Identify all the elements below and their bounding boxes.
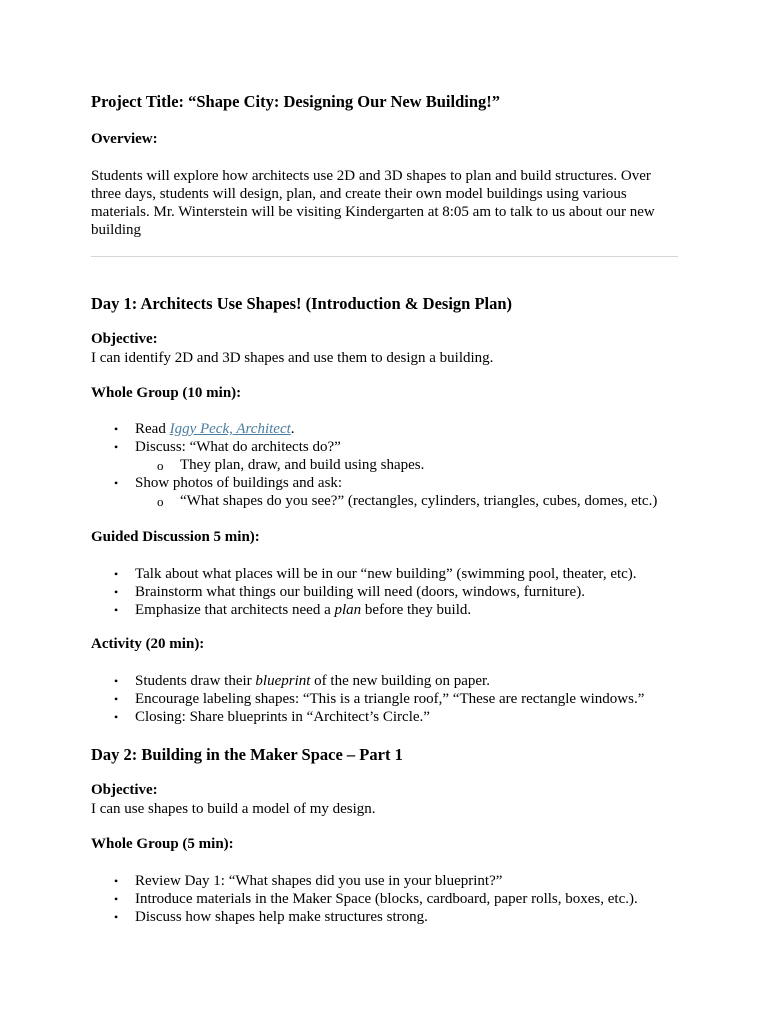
overview-heading: Overview: <box>91 131 158 147</box>
bullet-icon: • <box>114 422 119 436</box>
guided-discussion-list <box>91 565 681 619</box>
activity-item-1-prefix: Students draw their <box>135 673 256 689</box>
activity-item-1-emphasis: blueprint <box>255 673 311 689</box>
sub-bullet-icon: o <box>157 458 164 473</box>
photos-sub-text: “What shapes do you see?” (rectangles, cylinders, triangles, cubes, domes, etc.) <box>180 493 658 509</box>
guided-item-3-suffix: before they build. <box>361 602 472 618</box>
sub-list-item <box>135 492 681 510</box>
sub-list <box>135 456 681 474</box>
guided-item-1: Talk about what places will be in our “new building” (swimming pool, theater, etc). <box>135 566 637 582</box>
bullet-icon: • <box>114 603 119 617</box>
bullet-icon: • <box>114 567 119 581</box>
read-suffix: . <box>290 421 295 437</box>
list-item <box>91 565 681 583</box>
list-item <box>91 708 681 726</box>
list-item <box>91 420 681 438</box>
list-item <box>91 583 681 601</box>
guided-item-3-prefix: Emphasize that architects need a <box>135 602 335 618</box>
guided-discussion-heading: Guided Discussion 5 min): <box>91 529 260 545</box>
project-title: Project Title: “Shape City: Designing Our New Building!” <box>91 92 501 111</box>
sub-list-item <box>135 456 681 474</box>
day2-objective-text: I can use shapes to build a model of my design. <box>91 801 376 817</box>
overview-paragraph: Students will explore how architects use 2D and 3D shapes to plan and build structures. Over three days, students will design, plan, and create their own model buildings using various materials. Mr. Winterstein will be visiting Kindergarten at 8:05 am to talk to us about our new building <box>91 168 655 238</box>
book-link[interactable]: Iggy Peck, Architect <box>169 421 291 437</box>
list-item <box>91 908 681 926</box>
day2-item-3: Discuss how shapes help make structures strong. <box>135 909 428 925</box>
bullet-icon: • <box>114 585 119 599</box>
bullet-icon: • <box>114 674 119 688</box>
bullet-icon: • <box>114 692 119 706</box>
read-prefix: Read <box>135 421 170 437</box>
day2-heading: Day 2: Building in the Maker Space – Part 1 <box>91 745 403 764</box>
horizontal-divider <box>91 256 678 257</box>
sub-bullet-icon: o <box>157 494 164 509</box>
day2-objective-heading: Objective: <box>91 782 158 798</box>
bullet-icon: • <box>114 710 119 724</box>
bullet-icon: • <box>114 440 119 454</box>
photos-text: Show photos of buildings and ask: <box>135 475 343 491</box>
discuss-text: Discuss: “What do architects do?” <box>135 439 341 455</box>
activity-item-3: Closing: Share blueprints in “Architect’s Circle.” <box>135 709 430 725</box>
list-item <box>91 872 681 890</box>
day1-whole-group-list <box>91 420 681 510</box>
day2-whole-group-list <box>91 872 681 926</box>
sub-list <box>135 492 681 510</box>
list-item <box>91 474 681 510</box>
list-item <box>91 890 681 908</box>
discuss-sub-text: They plan, draw, and build using shapes. <box>180 457 425 473</box>
day2-whole-group-heading: Whole Group (5 min): <box>91 836 234 852</box>
bullet-icon: • <box>114 874 119 888</box>
day1-heading: Day 1: Architects Use Shapes! (Introduction & Design Plan) <box>91 294 513 313</box>
day2-item-1: Review Day 1: “What shapes did you use in your blueprint?” <box>135 873 503 889</box>
list-item <box>91 438 681 474</box>
activity-item-1-suffix: of the new building on paper. <box>310 673 490 689</box>
list-item <box>91 601 681 619</box>
activity-heading: Activity (20 min): <box>91 636 205 652</box>
activity-item-2: Encourage labeling shapes: “This is a triangle roof,” “These are rectangle windows.” <box>135 691 645 707</box>
day1-whole-group-heading: Whole Group (10 min): <box>91 385 242 401</box>
activity-list <box>91 672 681 726</box>
bullet-icon: • <box>114 892 119 906</box>
list-item <box>91 690 681 708</box>
list-item <box>91 672 681 690</box>
guided-item-2: Brainstorm what things our building will need (doors, windows, furniture). <box>135 584 585 600</box>
guided-item-3-emphasis: plan <box>334 602 362 618</box>
day1-objective-heading: Objective: <box>91 331 158 347</box>
day2-item-2: Introduce materials in the Maker Space (blocks, cardboard, paper rolls, boxes, etc.). <box>135 891 638 907</box>
bullet-icon: • <box>114 910 119 924</box>
bullet-icon: • <box>114 476 119 490</box>
day1-objective-text: I can identify 2D and 3D shapes and use them to design a building. <box>91 350 494 366</box>
